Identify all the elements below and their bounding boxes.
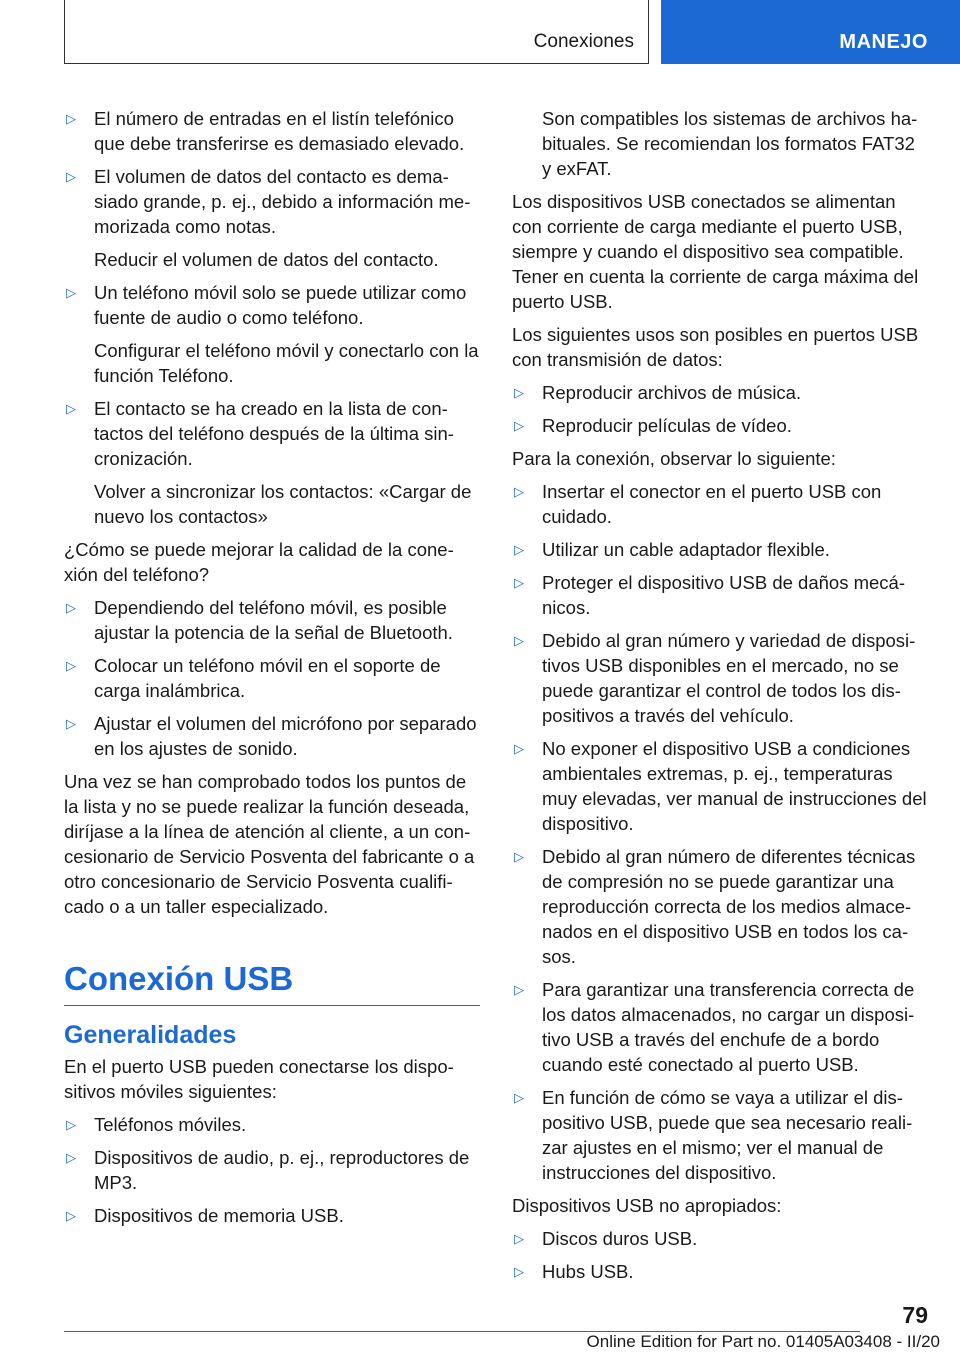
list-item: ▷ Teléfonos móviles. bbox=[66, 1114, 247, 1135]
list-item: ▷ Insertar el conector en el puerto USB con cuidado. bbox=[514, 481, 882, 527]
triangle-bullet-icon: ▷ bbox=[514, 484, 524, 499]
left-column bbox=[64, 106, 480, 1236]
closing-paragraph: Una vez se han comprobado todos los puntos de la lista y no se puede realizar la función deseada, diríjase a la línea de atención al cliente, a un concesionario de Servicio Posventa del fabricante o a otro concesionario de Servicio Posventa cualificado o a un taller especializado. bbox=[64, 771, 475, 917]
list-item: ▷ El número de entradas en el listín telefónico que debe transferirse es demasiado elevado. bbox=[66, 108, 465, 154]
bullet-list bbox=[64, 396, 480, 471]
triangle-bullet-icon: ▷ bbox=[514, 575, 524, 590]
triangle-bullet-icon: ▷ bbox=[66, 285, 76, 300]
triangle-bullet-icon: ▷ bbox=[66, 1208, 76, 1223]
chapter-tab-label: MANEJO bbox=[839, 31, 928, 53]
device-list bbox=[64, 1112, 480, 1228]
power-paragraph: Los dispositivos USB conectados se alimentan con corriente de carga mediante el puerto USB, siempre y cuando el dispositivo sea compatible. Tener en cuenta la corriente de carga máxima del puerto USB. bbox=[512, 191, 919, 312]
list-item: ▷ Colocar un teléfono móvil en el soporte de carga inalámbrica. bbox=[66, 655, 441, 701]
triangle-bullet-icon: ▷ bbox=[66, 169, 76, 184]
list-item: ▷ Dispositivos de audio, p. ej., reproductores de MP3. bbox=[66, 1147, 470, 1193]
triangle-bullet-icon: ▷ bbox=[514, 1231, 524, 1246]
triangle-bullet-icon: ▷ bbox=[514, 982, 524, 997]
bullet-list bbox=[64, 595, 480, 761]
right-column bbox=[512, 106, 928, 1292]
triangle-bullet-icon: ▷ bbox=[514, 385, 524, 400]
list-item: ▷ Debido al gran número y variedad de dispositivos USB disponibles en el mercado, no se puede garantizar el control de todos los dispositivos a través del vehículo. bbox=[514, 630, 916, 726]
list-item: ▷ Utilizar un cable adaptador flexible. bbox=[514, 539, 830, 560]
triangle-bullet-icon: ▷ bbox=[66, 111, 76, 126]
uses-list bbox=[512, 380, 928, 438]
list-item: ▷ Dispositivos de memoria USB. bbox=[66, 1205, 344, 1226]
connection-intro: Para la conexión, observar lo siguiente: bbox=[512, 448, 836, 469]
list-item: ▷ En función de cómo se vaya a utilizar el dispositivo USB, puede que sea necesario realizar ajustes en el mismo; ver el manual de instrucciones del dispositivo. bbox=[514, 1087, 913, 1183]
list-item: ▷ Hubs USB. bbox=[514, 1261, 634, 1282]
triangle-bullet-icon: ▷ bbox=[514, 1264, 524, 1279]
list-item: ▷ El contacto se ha creado en la lista de contactos del teléfono después de la última sincronización. bbox=[66, 398, 454, 469]
triangle-bullet-icon: ▷ bbox=[514, 741, 524, 756]
triangle-bullet-icon: ▷ bbox=[514, 418, 524, 433]
list-item: ▷ Dependiendo del teléfono móvil, es posible ajustar la potencia de la señal de Bluetooth. bbox=[66, 597, 453, 643]
section-heading: Conexión USB bbox=[64, 959, 480, 1006]
list-item: ▷ Proteger el dispositivo USB de daños mecánicos. bbox=[514, 572, 906, 618]
list-item: ▷ Debido al gran número de diferentes técnicas de compresión no se puede garantizar una reproducción correcta de los medios almacenados en el dispositivo USB en todos los casos. bbox=[514, 846, 916, 967]
triangle-bullet-icon: ▷ bbox=[514, 542, 524, 557]
triangle-bullet-icon: ▷ bbox=[514, 1090, 524, 1105]
unsuitable-intro: Dispositivos USB no apropiados: bbox=[512, 1195, 782, 1216]
chapter-tab[interactable] bbox=[661, 0, 960, 64]
list-item: ▷ Discos duros USB. bbox=[514, 1228, 698, 1249]
triangle-bullet-icon: ▷ bbox=[514, 849, 524, 864]
subsection-heading: Generalidades bbox=[64, 1021, 237, 1049]
intro-paragraph: En el puerto USB pueden conectarse los dispositivos móviles siguientes: bbox=[64, 1056, 454, 1102]
header-frame bbox=[64, 0, 649, 64]
list-item: ▷ Para garantizar una transferencia correcta de los datos almacenados, no cargar un dispositivo USB a través del enchufe de a bordo cuando esté conectado al puerto USB. bbox=[514, 979, 915, 1075]
unsuitable-list bbox=[512, 1226, 928, 1284]
list-item: ▷ El volumen de datos del contacto es demasiado grande, p. ej., debido a información memorizada como notas. bbox=[66, 166, 471, 237]
triangle-bullet-icon: ▷ bbox=[514, 633, 524, 648]
uses-intro: Los siguientes usos son posibles en puertos USB con transmisión de datos: bbox=[512, 324, 919, 370]
list-item: ▷ Ajustar el volumen del micrófono por separado en los ajustes de sonido. bbox=[66, 713, 477, 759]
triangle-bullet-icon: ▷ bbox=[66, 600, 76, 615]
list-item: ▷ No exponer el dispositivo USB a condiciones ambientales extremas, p. ej., temperaturas muy elevadas, ver manual de instrucciones del dispositivo. bbox=[514, 738, 927, 834]
remedy-note: Configurar el teléfono móvil y conectarlo con la función Teléfono. bbox=[94, 340, 479, 386]
triangle-bullet-icon: ▷ bbox=[66, 401, 76, 416]
remedy-note: Reducir el volumen de datos del contacto. bbox=[94, 249, 439, 270]
triangle-bullet-icon: ▷ bbox=[66, 716, 76, 731]
section-title: Conexiones bbox=[533, 31, 634, 52]
connection-rules-list bbox=[512, 479, 928, 1185]
page-number: 79 bbox=[902, 1302, 928, 1328]
bullet-list bbox=[64, 280, 480, 330]
question-paragraph: ¿Cómo se puede mejorar la calidad de la conexión del teléfono? bbox=[64, 539, 454, 585]
triangle-bullet-icon: ▷ bbox=[66, 1150, 76, 1165]
triangle-bullet-icon: ▷ bbox=[66, 658, 76, 673]
list-item: ▷ Reproducir archivos de música. bbox=[514, 382, 802, 403]
continuation-note: Son compatibles los sistemas de archivos habituales. Se recomiendan los formatos FAT32 y exFAT. bbox=[542, 108, 918, 179]
list-item: ▷ Un teléfono móvil solo se puede utilizar como fuente de audio o como teléfono. bbox=[66, 282, 467, 328]
triangle-bullet-icon: ▷ bbox=[66, 1117, 76, 1132]
bullet-list bbox=[64, 106, 480, 239]
list-item: ▷ Reproducir películas de vídeo. bbox=[514, 415, 792, 436]
remedy-note: Volver a sincronizar los contactos: «Cargar de nuevo los contactos» bbox=[94, 481, 472, 527]
edition-footer: Online Edition for Part no. 01405A03408 - II/20 bbox=[586, 1332, 940, 1351]
